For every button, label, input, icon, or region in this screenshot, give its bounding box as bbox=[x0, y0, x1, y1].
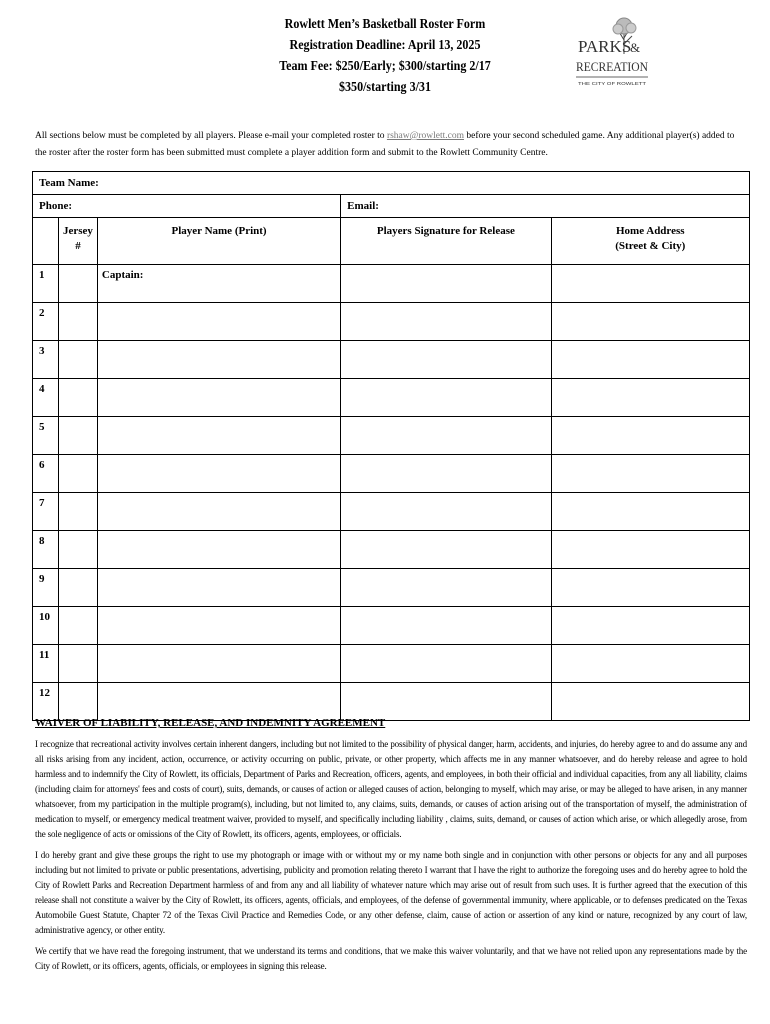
jersey-cell[interactable] bbox=[58, 683, 97, 721]
team-name-label: Team Name: bbox=[39, 177, 99, 189]
address-header-line1: Home Address bbox=[616, 225, 685, 237]
player-row bbox=[33, 683, 750, 721]
signature-cell[interactable] bbox=[341, 265, 551, 303]
player-name-cell[interactable] bbox=[97, 645, 340, 683]
jersey-cell[interactable] bbox=[58, 645, 97, 683]
player-name-cell[interactable] bbox=[97, 683, 340, 721]
phone-label: Phone: bbox=[39, 200, 72, 212]
logo-parks: PARKS bbox=[578, 37, 632, 56]
team-name-field[interactable] bbox=[33, 172, 750, 195]
phone-field[interactable] bbox=[33, 195, 341, 218]
signature-cell[interactable] bbox=[341, 303, 551, 341]
roster-email-link[interactable]: rshaw@rowlett.com bbox=[386, 131, 465, 141]
row-number: 10 bbox=[33, 607, 59, 645]
address-cell[interactable] bbox=[551, 645, 749, 683]
player-row bbox=[33, 493, 750, 531]
address-cell[interactable] bbox=[551, 493, 749, 531]
intro-paragraph bbox=[35, 128, 745, 162]
signature-cell[interactable] bbox=[341, 645, 551, 683]
address-cell[interactable] bbox=[551, 607, 749, 645]
address-cell[interactable] bbox=[551, 303, 749, 341]
signature-cell[interactable] bbox=[341, 607, 551, 645]
logo-amp: & bbox=[630, 40, 641, 55]
jersey-header: Jersey # bbox=[58, 218, 97, 265]
player-row bbox=[33, 379, 750, 417]
player-name-cell[interactable] bbox=[97, 379, 340, 417]
address-cell[interactable] bbox=[551, 379, 749, 417]
row-number: 2 bbox=[33, 303, 59, 341]
player-row bbox=[33, 607, 750, 645]
logo-tagline: THE CITY OF ROWLETT bbox=[578, 81, 647, 86]
row-number: 1 bbox=[33, 265, 59, 303]
player-row bbox=[33, 303, 750, 341]
signature-cell[interactable] bbox=[341, 417, 551, 455]
player-name-cell[interactable] bbox=[97, 341, 340, 379]
address-cell[interactable] bbox=[551, 683, 749, 721]
jersey-cell[interactable] bbox=[58, 531, 97, 569]
jersey-cell[interactable] bbox=[58, 417, 97, 455]
address-cell[interactable] bbox=[551, 265, 749, 303]
row-number: 11 bbox=[33, 645, 59, 683]
waiver-paragraph-certification: We certify that we have read the foregoing instrument, that we understand its terms and conditions, that we make this waiver voluntarily, and that we have not relied upon any representations made by the City of Rowlett, or its officers, agents, officials, or employees in signing this release. bbox=[35, 946, 747, 971]
player-row bbox=[33, 265, 750, 303]
player-row bbox=[33, 531, 750, 569]
parks-recreation-logo bbox=[574, 14, 652, 94]
signature-cell[interactable] bbox=[341, 493, 551, 531]
jersey-cell[interactable] bbox=[58, 341, 97, 379]
player-row bbox=[33, 341, 750, 379]
player-name-cell[interactable] bbox=[97, 493, 340, 531]
jersey-cell[interactable] bbox=[58, 303, 97, 341]
form-title: Rowlett Men’s Basketball Roster Form bbox=[284, 17, 486, 32]
address-cell[interactable] bbox=[551, 455, 749, 493]
row-number: 6 bbox=[33, 455, 59, 493]
jersey-cell[interactable] bbox=[58, 493, 97, 531]
row-number: 4 bbox=[33, 379, 59, 417]
signature-cell[interactable] bbox=[341, 531, 551, 569]
roster-table bbox=[32, 171, 750, 721]
player-name-header: Player Name (Print) bbox=[97, 218, 340, 265]
jersey-cell[interactable] bbox=[58, 379, 97, 417]
jersey-cell[interactable] bbox=[58, 569, 97, 607]
address-cell[interactable] bbox=[551, 417, 749, 455]
row-number: 3 bbox=[33, 341, 59, 379]
player-name-cell[interactable] bbox=[97, 417, 340, 455]
jersey-cell[interactable] bbox=[58, 455, 97, 493]
team-fee: Team Fee: $250/Early; $300/starting 2/17 bbox=[279, 59, 491, 74]
row-number: 9 bbox=[33, 569, 59, 607]
waiver-section bbox=[35, 716, 747, 980]
player-name-cell[interactable] bbox=[97, 303, 340, 341]
email-field[interactable] bbox=[341, 195, 750, 218]
logo-recreation: RECREATION bbox=[576, 59, 649, 74]
signature-cell[interactable] bbox=[341, 455, 551, 493]
email-label: Email: bbox=[347, 200, 379, 212]
player-row bbox=[33, 645, 750, 683]
late-fee: $350/starting 3/31 bbox=[339, 80, 431, 95]
jersey-cell[interactable] bbox=[58, 265, 97, 303]
row-number: 12 bbox=[33, 683, 59, 721]
address-header bbox=[551, 218, 749, 265]
player-row bbox=[33, 455, 750, 493]
player-name-cell[interactable] bbox=[97, 569, 340, 607]
registration-deadline: Registration Deadline: April 13, 2025 bbox=[289, 38, 481, 53]
address-header-line2: (Street & City) bbox=[615, 240, 686, 252]
form-header bbox=[0, 14, 770, 98]
player-name-cell[interactable] bbox=[97, 531, 340, 569]
signature-cell[interactable] bbox=[341, 341, 551, 379]
waiver-title: WAIVER OF LIABILITY, RELEASE, AND INDEMNITY AGREEMENT bbox=[35, 717, 386, 729]
signature-cell[interactable] bbox=[341, 379, 551, 417]
signature-cell[interactable] bbox=[341, 683, 551, 721]
jersey-cell[interactable] bbox=[58, 607, 97, 645]
address-cell[interactable] bbox=[551, 569, 749, 607]
signature-cell[interactable] bbox=[341, 569, 551, 607]
player-row bbox=[33, 569, 750, 607]
signature-header: Players Signature for Release bbox=[341, 218, 551, 265]
waiver-paragraph-liability: I recognize that recreational activity involves certain inherent dangers, including but not limited to the possibility of physical danger, harm, accidents, and injuries, do hereby agree to and do assume any and all risks arising from any incident, action, occurrence, or activity occurring on public, private, or other property, which affects me in any manner whatsoever, and do hereby release and agree to hold harmless and to indemnify the City of Rowlett, its officials, Department of Parks and Recreation, officers, agents, and employees, in both their official and individual capacities, from any all liability, claims (including claim for attorneys' fees and costs of court), suits, demands, or causes of action or alleged causes of action, belonging to myself, which may arise, or may be alleged to have arisen, in any manner whatsoever, from my participation in the multiple program(s), including, but not limited to, any claims, suits, demands, or causes of action arising out of the transportation of myself, the administration of medication to myself, or emergency medical treatment waiver, provided to myself, and specifically including liability , claims, suits, demand, or causes of action which arise, or which allegedly arose, from the sole negligence of acts or omissions of the City of Rowlett, its officers, agents, employees, or officials. bbox=[35, 739, 747, 839]
address-cell[interactable] bbox=[551, 341, 749, 379]
intro-text-before: All sections below must be completed by all players. Please e-mail your completed roster to bbox=[35, 131, 387, 141]
row-number: 8 bbox=[33, 531, 59, 569]
player-name-cell[interactable]: Captain: bbox=[97, 265, 340, 303]
address-cell[interactable] bbox=[551, 531, 749, 569]
row-number: 7 bbox=[33, 493, 59, 531]
player-name-cell[interactable] bbox=[97, 607, 340, 645]
player-row bbox=[33, 417, 750, 455]
player-name-cell[interactable] bbox=[97, 455, 340, 493]
waiver-paragraph-photo-release: I do hereby grant and give these groups the right to use my photograph or image with or without my or my name both single and in conjunction with other persons or objects for any and all purposes including but not limited to private or public presentations, advertising, publicity and promotion relating thereto I warrant that I have the right to authorize the foregoing uses and do hereby agree to hold the City of Rowlett Parks and Recreation Department harmless of and from any and all liability of whatever nature which may arise out of result from such uses. It is further agreed that the execution of this release shall not constitute a waiver by the City of Rowlett, its officers, agents, officials, and employees, of the defense of governmental immunity, where applicable, or to defenses predicated on the Texas Automobile Guest Statute, Chapter 72 of the Texas Civil Practice and Remedies Code, or any other defense, claim, cause of action or assertion of any kind or nature, recognized by any court of law, administrative agency, or other entity. bbox=[35, 850, 747, 935]
row-number: 5 bbox=[33, 417, 59, 455]
intro-text-after: before your second scheduled game. Any additional player(s) added to the roster after the roster form has been submitted must complete a player addition form and submit to the Rowlett Community Centre. bbox=[35, 131, 735, 158]
column-header-row bbox=[33, 218, 750, 265]
